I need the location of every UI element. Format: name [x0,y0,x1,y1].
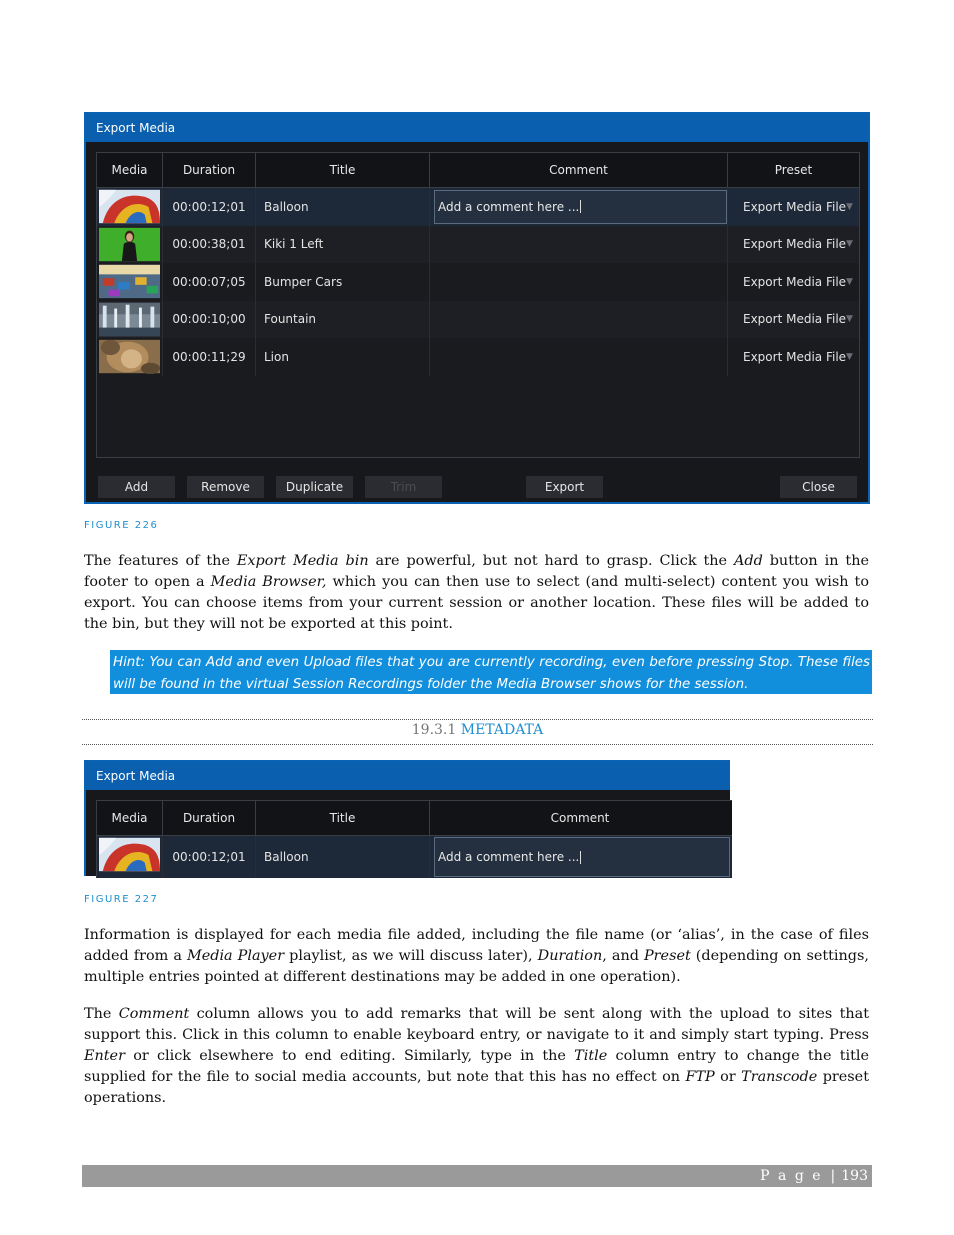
duration-cell: 00:00:12;01 [163,188,256,226]
comment-cell[interactable] [430,301,728,339]
preset-label: Export Media File [743,199,847,214]
italic-run: Preset [643,948,691,964]
figure-caption-226: FIGURE 226 [84,520,159,531]
comment-cell[interactable] [430,226,728,264]
italic-run: Transcode [741,1069,818,1085]
title-cell[interactable]: Lion [256,338,430,376]
figure-caption-227: FIGURE 227 [84,894,159,905]
media-cell [97,188,163,226]
comment-input[interactable] [434,190,727,224]
text-run: preset operations. [84,1069,869,1106]
title-cell[interactable]: Fountain [256,301,430,339]
text-run: column entry to change the title supplied for the file to social media accounts, but note that this has no effect on [84,1048,869,1085]
dialog-title: Export Media [86,114,868,142]
fountain-thumbnail [99,302,160,337]
grid-header [97,153,859,188]
remove-button[interactable]: Remove [187,476,264,498]
close-button[interactable]: Close [780,476,857,498]
column-header-comment[interactable]: Comment [430,153,728,187]
preset-label: Export Media File [743,274,847,289]
lion-thumbnail [99,339,160,374]
export-media-dialog [84,112,870,504]
comment-input[interactable] [434,837,730,877]
text-run: playlist, as we will discuss later), [284,948,538,964]
comment-text: Add a comment here ... [438,850,580,864]
text-caret [580,200,581,213]
text-run: which you can then use to select (and multi-select) content you wish to export. You can choose items from your current session or another location. These files will be added to the bin, but they will not be exported at this point. [84,574,869,632]
text-run: The features of the [84,553,237,569]
text-run: The [84,1006,119,1022]
italic-run: Add [733,553,763,569]
balloon-thumbnail [99,837,160,872]
duplicate-button[interactable]: Duplicate [276,476,353,498]
media-grid [96,800,732,878]
duration-cell: 00:00:10;00 [163,301,256,339]
comment-cell[interactable] [430,338,728,376]
text-run: , and [602,948,644,964]
preset-dropdown[interactable] [728,338,858,376]
text-run: Information is displayed for each media file added, including the file name (or ‘alias’, in the case of files added from a [84,927,869,964]
section-title: METADATA [460,722,544,738]
page-separator: | [830,1168,838,1184]
media-cell [97,836,163,878]
preset-label: Export Media File [743,312,847,327]
media-cell [97,338,163,376]
comment-text: Add a comment here ... [438,199,580,214]
comment-cell[interactable] [430,188,728,226]
table-row[interactable] [97,263,859,301]
italic-run: Export Media bin [236,553,369,569]
preset-dropdown[interactable] [728,301,858,339]
column-header-title[interactable]: Title [256,153,430,187]
page-label: P a g e [760,1168,823,1184]
column-header-preset[interactable]: Preset [774,163,813,177]
duration-cell: 00:00:12;01 [163,836,256,878]
section-number: 19.3.1 [411,722,457,738]
title-cell[interactable]: Bumper Cars [256,263,430,301]
text-caret [580,851,581,864]
export-media-dialog-metadata [84,760,730,876]
table-row[interactable] [97,226,859,264]
page-number: 193 [841,1168,868,1184]
paragraph-export-bin [84,551,869,635]
media-cell [97,301,163,339]
trim-button[interactable]: Trim [365,476,442,498]
text-run: column allows you to add remarks that will be sent along with the upload to sites that support this. Click in this column to enable keyboard entry, or navigate to it and simply start typing. Press [84,1006,869,1043]
preset-dropdown[interactable] [728,226,858,264]
comment-cell[interactable] [430,836,730,878]
text-run: button in the footer to open a [84,553,869,590]
text-run: (depending on settings, multiple entries pointed at different destinations may be added in one operation). [84,948,869,985]
preset-label: Export Media File [743,349,847,364]
table-row[interactable] [97,338,859,376]
italic-run: Duration [537,948,603,964]
preset-dropdown[interactable] [728,263,858,301]
column-header-comment[interactable]: Comment [550,811,610,825]
italic-run: Enter [84,1048,125,1064]
chevron-down-icon[interactable]: ▼ [846,351,853,362]
dialog-title: Export Media [86,762,730,790]
table-row[interactable] [97,836,732,878]
hint-box: Hint: You can Add and even Upload files that you are currently recording, even before pressing Stop. These files will be found in the virtual Session Recordings folder the Media Browser shows for the session. [110,650,872,694]
text-run: or click elsewhere to end editing. Similarly, type in the [124,1048,575,1064]
chevron-down-icon[interactable]: ▼ [846,276,853,287]
table-row[interactable] [97,188,859,226]
italic-run: Comment [118,1006,190,1022]
italic-run: Media Player [186,948,285,964]
preset-dropdown[interactable] [728,188,858,226]
preset-label: Export Media File [743,237,847,252]
column-header-title[interactable]: Title [256,801,430,835]
bumper-cars-thumbnail [99,264,160,299]
balloon-thumbnail [99,189,160,224]
divider [82,744,873,745]
divider [82,719,873,720]
grid-header [97,801,732,836]
media-grid [96,152,860,458]
media-cell [97,226,163,264]
chevron-down-icon[interactable]: ▼ [846,239,853,250]
page-footer [82,1165,872,1187]
comment-cell[interactable] [430,263,728,301]
text-run: or [714,1069,742,1085]
column-header-media[interactable]: Media [97,801,163,835]
column-header-media[interactable]: Media [97,153,163,187]
column-header-duration[interactable]: Duration [163,153,256,187]
paragraph-information [84,925,869,988]
section-heading [82,722,873,738]
duration-cell: 00:00:11;29 [163,338,256,376]
title-cell[interactable]: Balloon [256,188,430,226]
chevron-down-icon[interactable]: ▼ [846,201,853,212]
duration-cell: 00:00:07;05 [163,263,256,301]
kiki-thumbnail [99,227,160,262]
media-cell [97,263,163,301]
table-row[interactable] [97,301,859,339]
chevron-down-icon[interactable]: ▼ [846,314,853,325]
paragraph-comment-column [84,1004,869,1109]
italic-run: FTP [685,1069,715,1085]
duration-cell: 00:00:38;01 [163,226,256,264]
italic-run: Title [574,1048,608,1064]
title-cell[interactable]: Balloon [256,836,430,878]
column-header-duration[interactable]: Duration [163,801,256,835]
text-run: are powerful, but not hard to grasp. Click the [368,553,734,569]
title-cell[interactable]: Kiki 1 Left [256,226,430,264]
add-button[interactable]: Add [98,476,175,498]
italic-run: Media Browser, [210,574,327,590]
export-button[interactable]: Export [526,476,603,498]
